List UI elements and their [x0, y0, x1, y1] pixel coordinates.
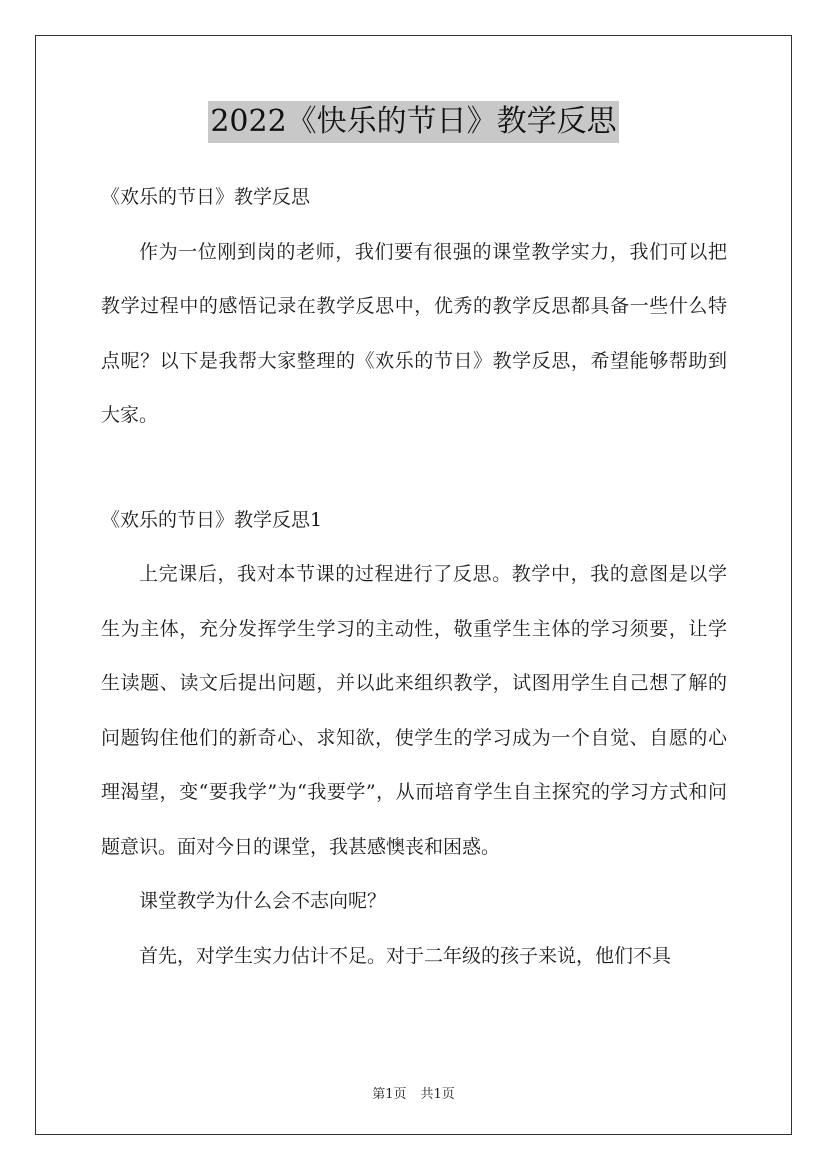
page-footer	[0, 1083, 827, 1102]
page-number-total: 共1页	[420, 1087, 455, 1102]
document-body	[101, 170, 727, 983]
body-paragraph: 首先，对学生实力估计不足。对于二年级的孩子来说，他们不具	[139, 944, 672, 967]
document-title: 2022《快乐的节日》教学反思	[208, 101, 618, 143]
title-container	[0, 101, 827, 143]
document-subtitle: 《欢乐的节日》教学反思	[101, 186, 311, 208]
intro-paragraph: 作为一位刚到岗的老师，我们要有很强的课堂教学实力，我们可以把教学过程中的感悟记录在教学反思中，优秀的教学反思都具备一些什么特点呢？以下是我帮大家整理的《欢乐的节日》教学反思，希望能够帮助到大家。	[101, 240, 727, 426]
section-heading: 《欢乐的节日》教学反思1	[101, 508, 323, 531]
body-paragraph: 上完课后，我对本节课的过程进行了反思。教学中，我的意图是以学生为主体，充分发挥学生学习的主动性，敬重学生主体的学习须要，让学生读题、读文后提出问题，并以此来组织教学，试图用学生自己想了解的问题钩住他们的新奇心、求知欲，使学生的学习成为一个自觉、自愿的心理渴望，变“要我学”为“我要学”，从而培育学生自主探究的学习方式和问题意识。面对今日的课堂，我甚感懊丧和困惑。	[101, 563, 727, 858]
page-number-current: 第1页	[372, 1087, 407, 1102]
body-paragraph: 课堂教学为什么会不志向呢？	[139, 890, 387, 912]
paragraph-gap	[101, 443, 727, 493]
